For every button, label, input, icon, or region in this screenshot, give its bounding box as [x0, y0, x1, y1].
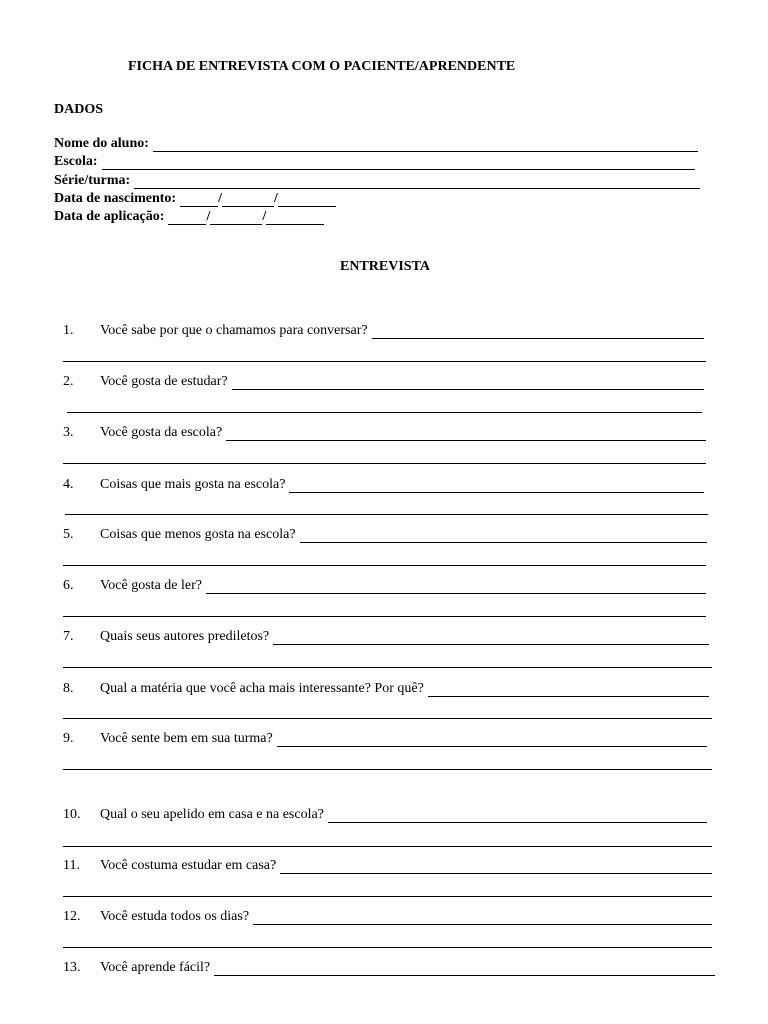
answer-line[interactable] — [280, 861, 712, 874]
question-number: 6. — [63, 578, 74, 593]
answer-line[interactable] — [206, 581, 706, 594]
question-number: 11. — [63, 858, 80, 873]
student-name-label: Nome do aluno: — [54, 136, 149, 151]
birth-date-label: Data de nascimento: — [54, 191, 177, 206]
answer-line[interactable] — [428, 684, 709, 697]
answer-line[interactable] — [328, 810, 707, 823]
grade-class-line[interactable] — [134, 176, 700, 189]
question-4[interactable] — [63, 475, 704, 493]
question-number: 3. — [63, 425, 74, 440]
question-text: Você costuma estudar em casa? — [100, 858, 277, 873]
application-day-line[interactable] — [168, 212, 206, 225]
question-text: Quais seus autores prediletos? — [100, 629, 270, 644]
question-1[interactable] — [63, 321, 704, 339]
question-number: 2. — [63, 374, 74, 389]
question-text: Coisas que mais gosta na escola? — [100, 477, 286, 492]
question-number: 13. — [63, 960, 81, 975]
form-title: FICHA DE ENTREVISTA COM O PACIENTE/APRENDENTE — [128, 59, 516, 74]
question-text: Você sabe por que o chamamos para conversar? — [100, 323, 368, 338]
answer-line[interactable] — [277, 734, 707, 747]
answer-line[interactable] — [232, 377, 704, 390]
question-text: Coisas que menos gosta na escola? — [100, 527, 296, 542]
question-9[interactable] — [63, 729, 707, 747]
answer-line-extra[interactable] — [63, 361, 706, 362]
question-text: Você gosta de ler? — [100, 578, 202, 593]
question-text: Qual o seu apelido em casa e na escola? — [100, 807, 324, 822]
question-2[interactable] — [63, 372, 704, 390]
answer-line-extra[interactable] — [63, 947, 712, 948]
answer-line-extra[interactable] — [63, 896, 712, 897]
question-5[interactable] — [63, 525, 707, 543]
question-number: 8. — [63, 681, 74, 696]
entrevista-heading: ENTREVISTA — [340, 259, 430, 274]
question-number: 9. — [63, 731, 74, 746]
answer-line-extra[interactable] — [63, 769, 712, 770]
question-number: 10. — [63, 807, 81, 822]
question-number: 5. — [63, 527, 74, 542]
question-7[interactable] — [63, 627, 709, 645]
question-13[interactable] — [63, 958, 715, 976]
birth-day-line[interactable] — [180, 194, 218, 207]
answer-line-extra[interactable] — [63, 463, 706, 464]
application-year-line[interactable] — [266, 212, 324, 225]
answer-line[interactable] — [253, 912, 712, 925]
school-line[interactable] — [102, 157, 695, 170]
answer-line-extra[interactable] — [63, 616, 706, 617]
question-11[interactable] — [63, 856, 712, 874]
answer-line[interactable] — [214, 963, 715, 976]
birth-month-line[interactable] — [222, 194, 274, 207]
student-name-field[interactable] — [54, 134, 698, 152]
question-text: Você estuda todos os dias? — [100, 909, 250, 924]
answer-line-extra[interactable] — [63, 667, 712, 668]
question-12[interactable] — [63, 907, 712, 925]
school-field[interactable] — [54, 152, 695, 170]
school-label: Escola: — [54, 154, 98, 169]
question-number: 7. — [63, 629, 74, 644]
question-number: 4. — [63, 477, 74, 492]
question-text: Qual a matéria que você acha mais interessante? Por quê? — [100, 681, 424, 696]
question-text: Você gosta de estudar? — [100, 374, 228, 389]
answer-line[interactable] — [273, 632, 709, 645]
question-3[interactable] — [63, 423, 706, 441]
dados-heading: DADOS — [54, 102, 104, 117]
application-date-label: Data de aplicação: — [54, 209, 165, 224]
grade-class-label: Série/turma: — [54, 173, 131, 188]
answer-line[interactable] — [226, 428, 706, 441]
application-month-line[interactable] — [210, 212, 262, 225]
answer-line-extra[interactable] — [65, 514, 708, 515]
grade-class-field[interactable] — [54, 171, 700, 189]
question-text: Você aprende fácil? — [100, 960, 211, 975]
answer-line[interactable] — [372, 326, 704, 339]
student-name-line[interactable] — [153, 139, 698, 152]
question-text: Você gosta da escola? — [100, 425, 223, 440]
answer-line-extra[interactable] — [67, 412, 702, 413]
answer-line-extra[interactable] — [63, 565, 706, 566]
answer-line-extra[interactable] — [63, 718, 712, 719]
question-6[interactable] — [63, 576, 706, 594]
birth-year-line[interactable] — [278, 194, 336, 207]
birth-date-field[interactable]: Data de nascimento: / / — [54, 189, 336, 207]
answer-line[interactable] — [289, 480, 704, 493]
question-number: 1. — [63, 323, 74, 338]
question-8[interactable] — [63, 679, 709, 697]
question-text: Você sente bem em sua turma? — [100, 731, 273, 746]
answer-line[interactable] — [300, 530, 707, 543]
answer-line-extra[interactable] — [63, 846, 712, 847]
question-10[interactable] — [63, 805, 707, 823]
application-date-field[interactable]: Data de aplicação: / / — [54, 207, 324, 225]
question-number: 12. — [63, 909, 81, 924]
